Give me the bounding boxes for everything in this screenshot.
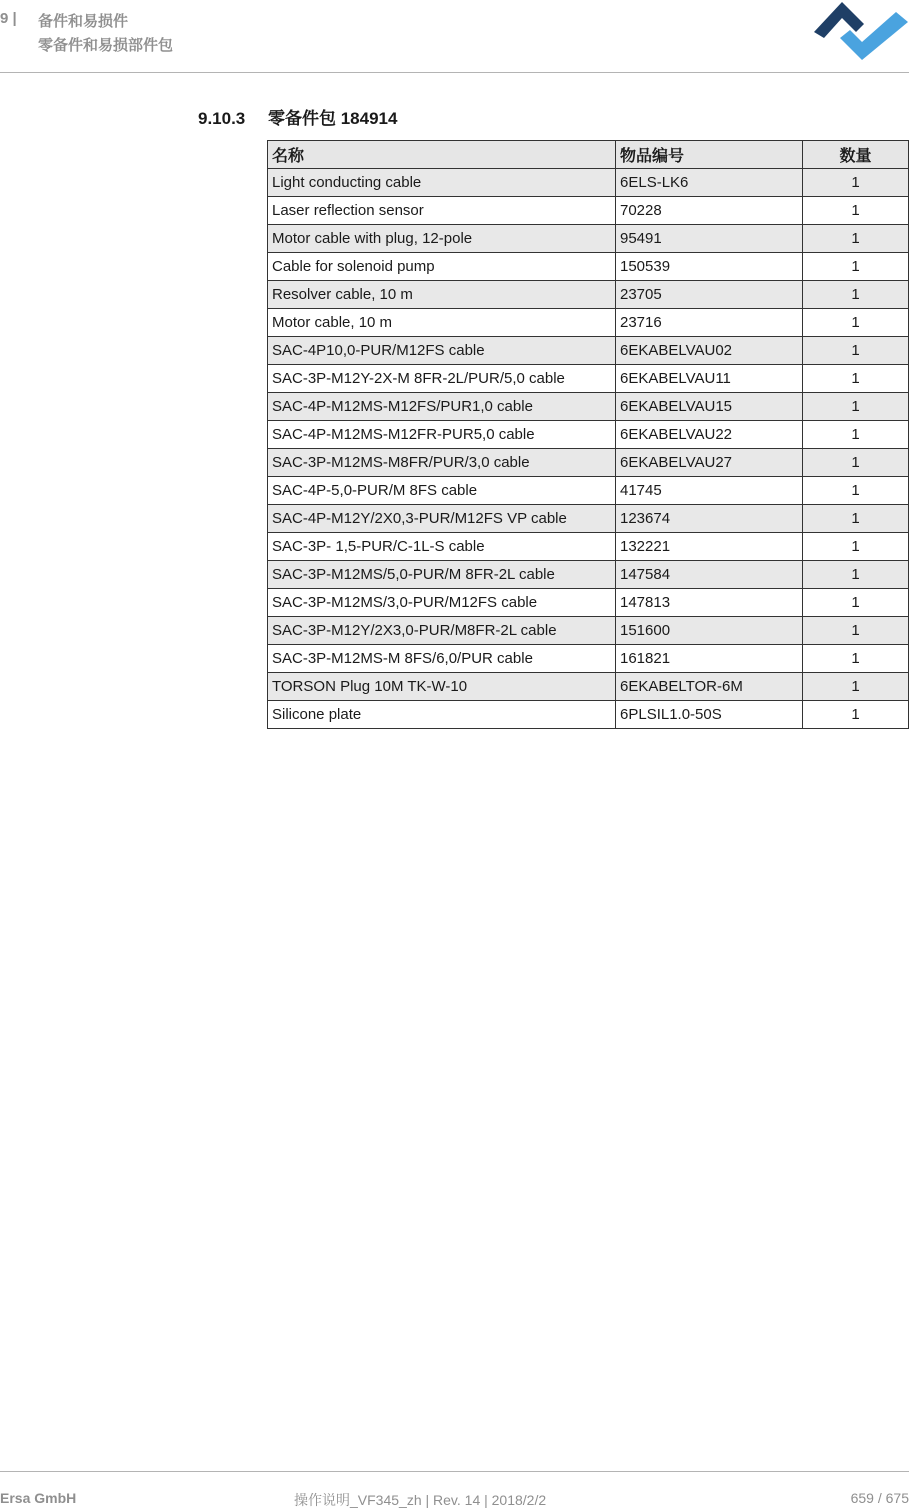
cell-part-number: 6ELS-LK6 bbox=[616, 169, 803, 197]
cell-part-number: 147813 bbox=[616, 589, 803, 617]
cell-quantity: 1 bbox=[803, 477, 909, 505]
cell-name: Silicone plate bbox=[268, 701, 616, 729]
cell-quantity: 1 bbox=[803, 225, 909, 253]
cell-name: SAC-4P-M12Y/2X0,3-PUR/M12FS VP cable bbox=[268, 505, 616, 533]
cell-part-number: 151600 bbox=[616, 617, 803, 645]
cell-part-number: 147584 bbox=[616, 561, 803, 589]
table-row bbox=[268, 197, 909, 225]
cell-quantity: 1 bbox=[803, 561, 909, 589]
table-row bbox=[268, 225, 909, 253]
cell-name: Resolver cable, 10 m bbox=[268, 281, 616, 309]
cell-name: SAC-4P-M12MS-M12FR-PUR5,0 cable bbox=[268, 421, 616, 449]
cell-part-number: 6PLSIL1.0-50S bbox=[616, 701, 803, 729]
ersa-logo-icon bbox=[812, 0, 909, 62]
footer-page-number: 659 / 675 bbox=[850, 1490, 909, 1506]
cell-name: Laser reflection sensor bbox=[268, 197, 616, 225]
cell-quantity: 1 bbox=[803, 365, 909, 393]
cell-quantity: 1 bbox=[803, 253, 909, 281]
cell-quantity: 1 bbox=[803, 449, 909, 477]
cell-part-number: 6EKABELVAU27 bbox=[616, 449, 803, 477]
column-header-quantity: 数量 bbox=[803, 141, 909, 169]
cell-quantity: 1 bbox=[803, 169, 909, 197]
page-footer bbox=[0, 1471, 909, 1510]
table-row bbox=[268, 645, 909, 673]
cell-quantity: 1 bbox=[803, 673, 909, 701]
cell-name: SAC-4P10,0-PUR/M12FS cable bbox=[268, 337, 616, 365]
chapter-number: 9 | bbox=[0, 10, 17, 27]
cell-quantity: 1 bbox=[803, 617, 909, 645]
cell-quantity: 1 bbox=[803, 533, 909, 561]
cell-name: Cable for solenoid pump bbox=[268, 253, 616, 281]
column-header-name: 名称 bbox=[268, 141, 616, 169]
table-row bbox=[268, 673, 909, 701]
cell-part-number: 70228 bbox=[616, 197, 803, 225]
cell-name: SAC-3P-M12Y/2X3,0-PUR/M8FR-2L cable bbox=[268, 617, 616, 645]
cell-name: SAC-3P-M12MS-M 8FS/6,0/PUR cable bbox=[268, 645, 616, 673]
cell-part-number: 123674 bbox=[616, 505, 803, 533]
cell-name: SAC-3P-M12Y-2X-M 8FR-2L/PUR/5,0 cable bbox=[268, 365, 616, 393]
subchapter-title: 零备件和易损部件包 bbox=[38, 37, 174, 54]
table-row bbox=[268, 337, 909, 365]
cell-name: SAC-4P-M12MS-M12FS/PUR1,0 cable bbox=[268, 393, 616, 421]
cell-name: Motor cable with plug, 12-pole bbox=[268, 225, 616, 253]
cell-name: SAC-3P-M12MS/3,0-PUR/M12FS cable bbox=[268, 589, 616, 617]
cell-part-number: 6EKABELVAU02 bbox=[616, 337, 803, 365]
footer-company: Ersa GmbH bbox=[0, 1490, 77, 1506]
table-row bbox=[268, 533, 909, 561]
cell-name: Light conducting cable bbox=[268, 169, 616, 197]
column-header-part-number: 物品编号 bbox=[616, 141, 803, 169]
cell-name: SAC-3P-M12MS-M8FR/PUR/3,0 cable bbox=[268, 449, 616, 477]
cell-part-number: 6EKABELVAU22 bbox=[616, 421, 803, 449]
table-row bbox=[268, 561, 909, 589]
table-row bbox=[268, 365, 909, 393]
cell-part-number: 150539 bbox=[616, 253, 803, 281]
footer-document-info: 操作说明_VF345_zh | Rev. 14 | 2018/2/2 bbox=[294, 1492, 547, 1508]
table-row bbox=[268, 477, 909, 505]
table-row bbox=[268, 701, 909, 729]
cell-part-number: 23705 bbox=[616, 281, 803, 309]
cell-quantity: 1 bbox=[803, 421, 909, 449]
chapter-heading bbox=[0, 10, 129, 30]
cell-quantity: 1 bbox=[803, 309, 909, 337]
cell-part-number: 6EKABELVAU15 bbox=[616, 393, 803, 421]
cell-part-number: 6EKABELVAU11 bbox=[616, 365, 803, 393]
cell-quantity: 1 bbox=[803, 197, 909, 225]
table-row bbox=[268, 617, 909, 645]
table-row bbox=[268, 309, 909, 337]
cell-quantity: 1 bbox=[803, 589, 909, 617]
table-row bbox=[268, 589, 909, 617]
cell-part-number: 41745 bbox=[616, 477, 803, 505]
cell-part-number: 23716 bbox=[616, 309, 803, 337]
cell-quantity: 1 bbox=[803, 337, 909, 365]
cell-name: SAC-3P- 1,5-PUR/C-1L-S cable bbox=[268, 533, 616, 561]
table-row bbox=[268, 449, 909, 477]
section-heading bbox=[198, 104, 397, 129]
page-header bbox=[0, 0, 909, 73]
cell-part-number: 6EKABELTOR-6M bbox=[616, 673, 803, 701]
section-number: 9.10.3 bbox=[198, 109, 246, 128]
cell-part-number: 95491 bbox=[616, 225, 803, 253]
logo-dark-chevron bbox=[814, 2, 864, 38]
table-row bbox=[268, 169, 909, 197]
table-header-row bbox=[268, 141, 909, 169]
cell-quantity: 1 bbox=[803, 393, 909, 421]
cell-name: SAC-3P-M12MS/5,0-PUR/M 8FR-2L cable bbox=[268, 561, 616, 589]
table-row bbox=[268, 393, 909, 421]
section-title: 零备件包 184914 bbox=[268, 109, 398, 128]
cell-quantity: 1 bbox=[803, 645, 909, 673]
table-row bbox=[268, 281, 909, 309]
chapter-title: 备件和易损件 bbox=[38, 13, 129, 30]
cell-part-number: 132221 bbox=[616, 533, 803, 561]
table-row bbox=[268, 421, 909, 449]
table-row bbox=[268, 253, 909, 281]
cell-quantity: 1 bbox=[803, 281, 909, 309]
spare-parts-table bbox=[267, 140, 909, 729]
table-row bbox=[268, 505, 909, 533]
cell-name: Motor cable, 10 m bbox=[268, 309, 616, 337]
cell-part-number: 161821 bbox=[616, 645, 803, 673]
cell-quantity: 1 bbox=[803, 505, 909, 533]
cell-name: TORSON Plug 10M TK-W-10 bbox=[268, 673, 616, 701]
cell-name: SAC-4P-5,0-PUR/M 8FS cable bbox=[268, 477, 616, 505]
cell-quantity: 1 bbox=[803, 701, 909, 729]
